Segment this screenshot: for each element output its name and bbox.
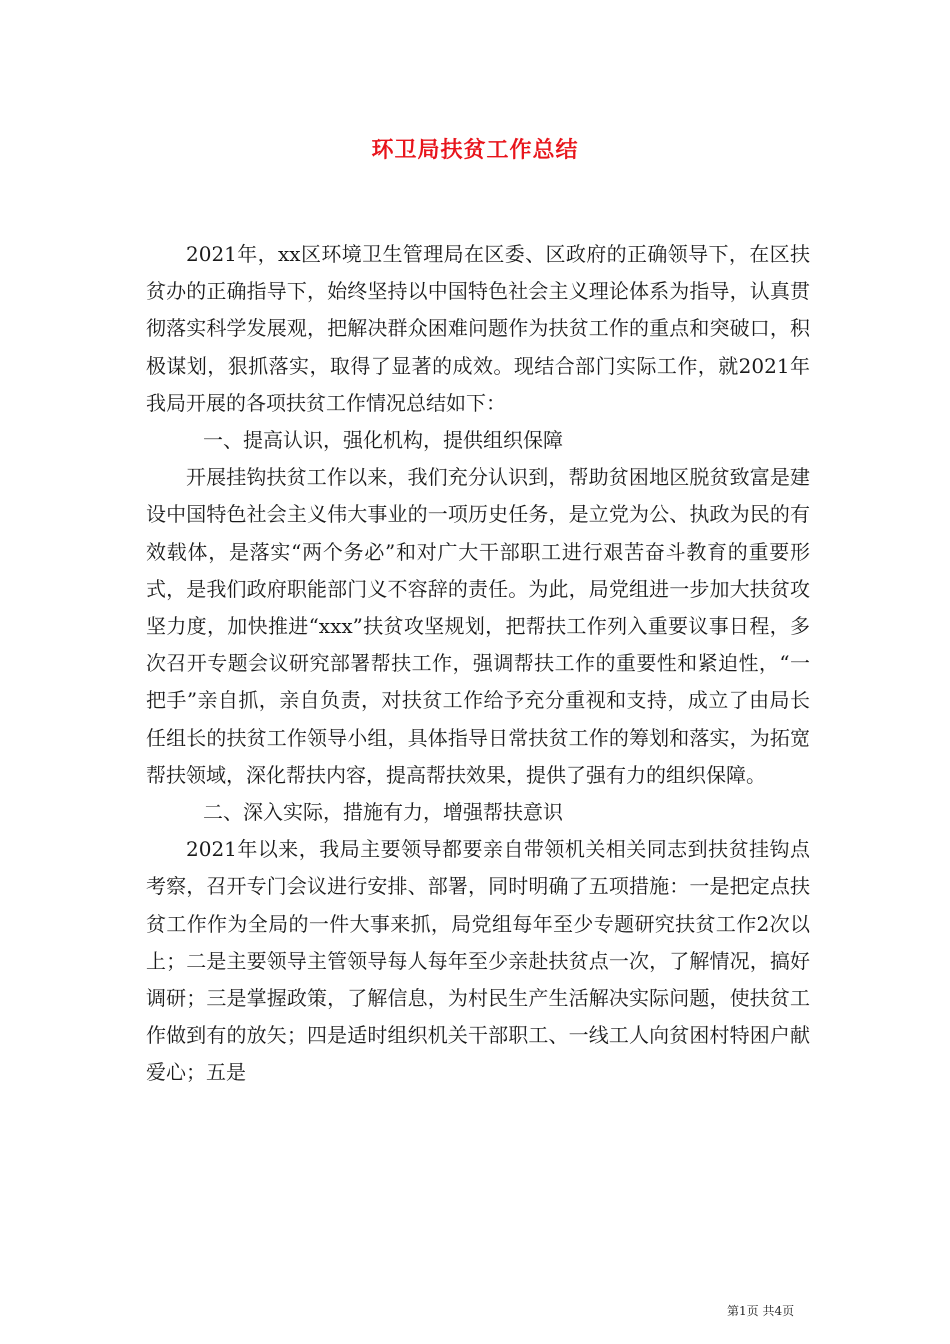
section-heading-2: 二、深入实际，措施有力，增强帮扶意识	[203, 800, 563, 825]
page-number: 第1页 共4页	[727, 1304, 795, 1318]
intro-paragraph: 2021年，xx区环境卫生管理局在区委、区政府的正确领导下，在区扶贫办的正确指导下，始终坚持以中国特色社会主义理论体系为指导，认真贯彻落实科学发展观，把解决群众困难问题作为扶贫工作的重点和突破口，积极谋划，狠抓落实，取得了显著的成效。现结合部门实际工作，就2021年我局开展的各项扶贫工作情况总结如下：	[146, 242, 810, 415]
section-1-paragraph: 开展挂钩扶贫工作以来，我们充分认识到，帮助贫困地区脱贫致富是建设中国特色社会主义伟大事业的一项历史任务，是立党为公、执政为民的有效载体，是落实“两个务必”和对广大干部职工进行艰苦奋斗教育的重要形式，是我们政府职能部门义不容辞的责任。为此，局党组进一步加大扶贫攻坚力度，加快推进“xxx”扶贫攻坚规划，把帮扶工作列入重要议事日程，多次召开专题会议研究部署帮扶工作，强调帮扶工作的重要性和紧迫性，“一把手”亲自抓，亲自负责，对扶贫工作给予充分重视和支持，成立了由局长任组长的扶贫工作领导小组，具体指导日常扶贫工作的筹划和落实，为拓宽帮扶领域，深化帮扶内容，提高帮扶效果，提供了强有力的组织保障。	[146, 465, 810, 787]
section-heading-1: 一、提高认识，强化机构，提供组织保障	[203, 428, 563, 453]
document-body	[146, 236, 810, 1092]
document-title: 环卫局扶贫工作总结	[371, 137, 579, 163]
section-2-paragraph: 2021年以来，我局主要领导都要亲自带领机关相关同志到扶贫挂钩点考察，召开专门会议进行安排、部署，同时明确了五项措施：一是把定点扶贫工作作为全局的一件大事来抓，局党组每年至少专题研究扶贫工作2次以上；二是主要领导主管领导每人每年至少亲赴扶贫点一次，了解情况，搞好调研；三是掌握政策，了解信息，为村民生产生活解决实际问题，使扶贫工作做到有的放矢；四是适时组织机关干部职工、一线工人向贫困村特困户献爱心；五是	[146, 837, 810, 1085]
